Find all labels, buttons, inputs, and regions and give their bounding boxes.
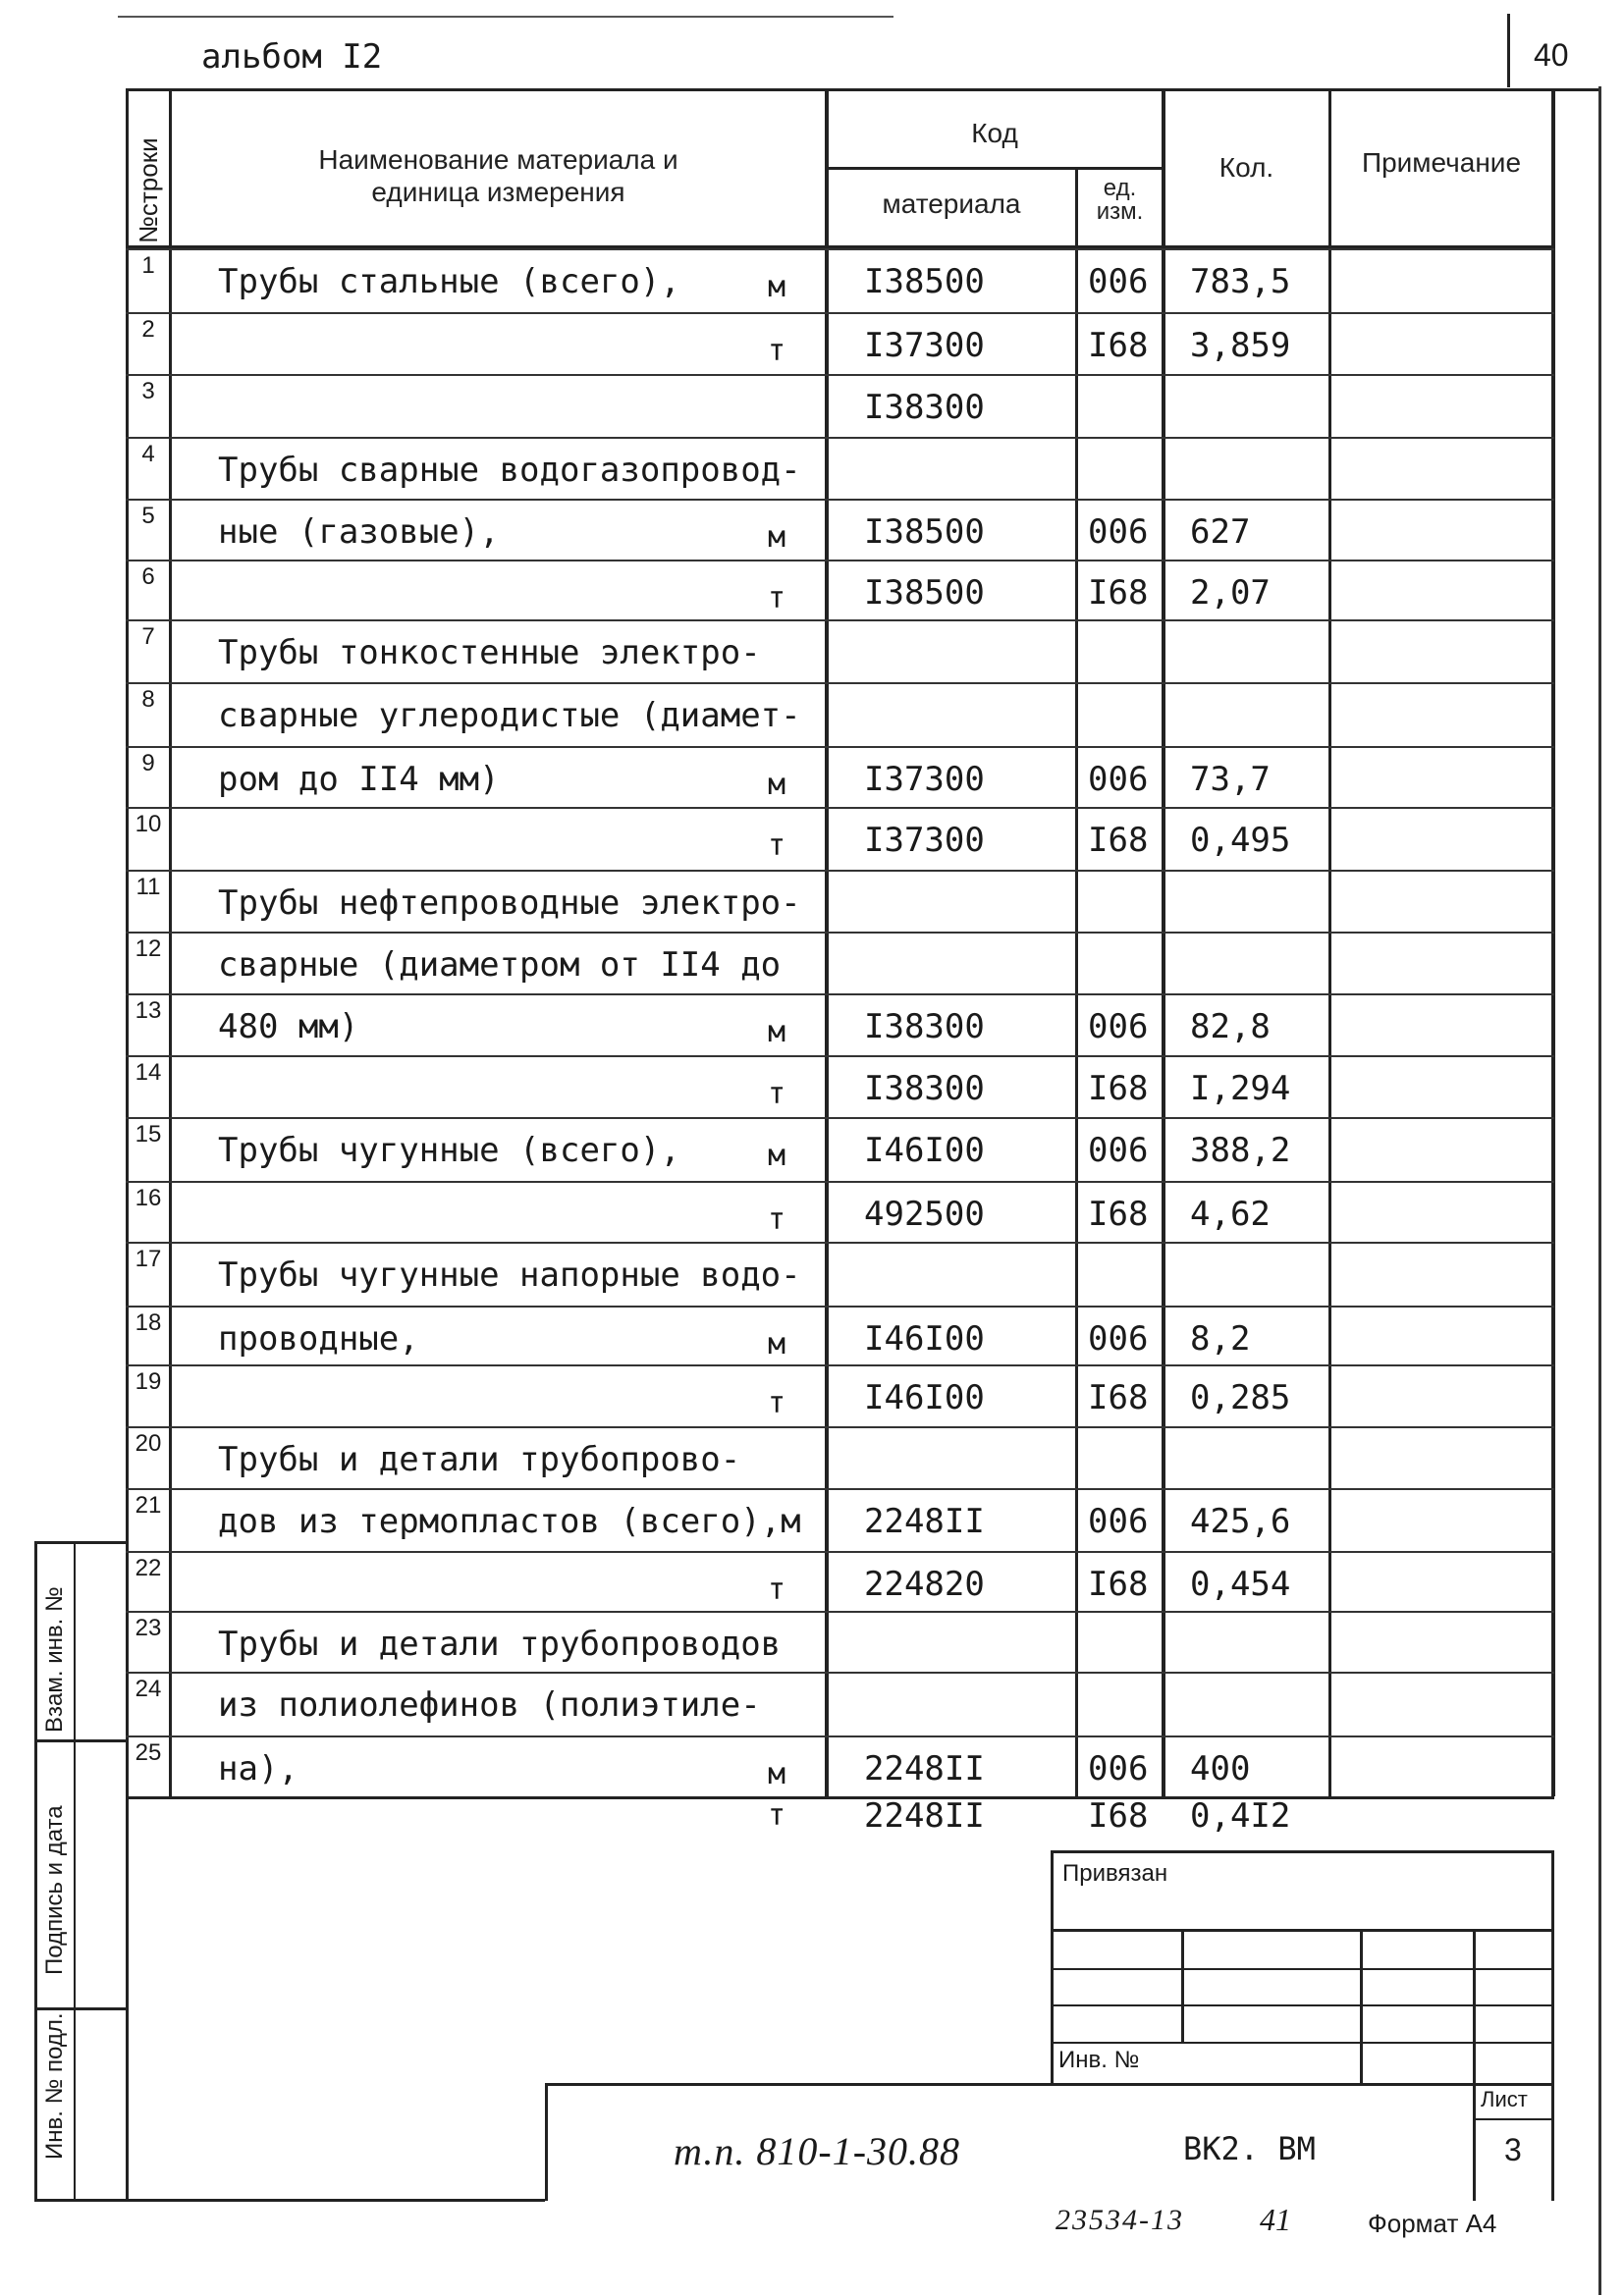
- row-code: I38300: [864, 1007, 985, 1046]
- row-separator: [126, 1242, 1554, 1244]
- top-rule: [118, 16, 893, 18]
- row-unit-code: 006: [1088, 512, 1149, 552]
- privyazan-col-2: [1360, 1929, 1363, 2086]
- row-quantity: 2,07: [1190, 573, 1271, 613]
- row-number: 8: [141, 686, 155, 713]
- row-separator: [126, 1611, 1554, 1613]
- privyazan-row-1: [1051, 1929, 1553, 1932]
- row-name: Трубы чугунные напорные водо-: [218, 1255, 801, 1295]
- col-qty-sep: [1328, 88, 1331, 1796]
- table-top-rule: [126, 88, 1598, 91]
- row-code: I46I00: [864, 1378, 985, 1417]
- row-separator: [126, 1672, 1554, 1674]
- stamp-number: 23534-13: [1056, 2204, 1184, 2236]
- row-code: I38500: [864, 262, 985, 301]
- row-number: 13: [135, 997, 162, 1024]
- row-number: 1: [141, 252, 155, 279]
- row-separator: [126, 619, 1554, 621]
- row-unit-code: I68: [1088, 1195, 1149, 1234]
- row-code: I38500: [864, 512, 985, 552]
- row-unit: т: [768, 1077, 786, 1111]
- format-label: Формат А4: [1368, 2209, 1497, 2238]
- row-separator: [126, 807, 1554, 809]
- row-name: на),: [218, 1749, 298, 1789]
- row-name: из полиолефинов (полиэтиле-: [218, 1685, 761, 1725]
- table-left-border: [126, 88, 129, 2201]
- row-unit: м: [768, 1327, 786, 1362]
- header-row-no: №строки: [134, 137, 163, 243]
- row-name: Трубы стальные (всего),: [218, 262, 680, 301]
- row-unit: м: [768, 1757, 786, 1791]
- row-number: 21: [135, 1492, 162, 1519]
- row-separator: [126, 1488, 1554, 1490]
- header-name-line2: единица измерения: [371, 177, 625, 207]
- row-code: I37300: [864, 760, 985, 799]
- stamp-podpis-label: Подпись и дата: [41, 1805, 68, 1975]
- row-code: I37300: [864, 821, 985, 860]
- row-number: 12: [135, 935, 162, 962]
- row-unit-code: I68: [1088, 1378, 1149, 1417]
- row-quantity: 425,6: [1190, 1502, 1291, 1541]
- row-separator: [126, 560, 1554, 561]
- privyazan-row-4: [1051, 2042, 1553, 2044]
- row-code: 224820: [864, 1565, 985, 1604]
- row-separator: [126, 248, 1554, 250]
- header-unit-line2: изм.: [1096, 198, 1144, 225]
- row-number: 24: [135, 1676, 162, 1702]
- row-code: 2248II: [864, 1749, 985, 1789]
- row-quantity: 627: [1190, 512, 1251, 552]
- row-unit: м: [768, 270, 786, 304]
- row-name: Трубы и детали трубопрово-: [218, 1440, 741, 1479]
- privyazan-col-3: [1473, 1929, 1476, 2086]
- privyazan-label: Привязан: [1062, 1860, 1168, 1887]
- header-qty: Кол.: [1218, 152, 1274, 183]
- row-unit-code: 006: [1088, 1007, 1149, 1046]
- row-quantity: 400: [1190, 1749, 1251, 1789]
- row-separator: [126, 437, 1554, 439]
- title-block-right: [1551, 2083, 1554, 2201]
- doc-mark: ВК2. ВМ: [1183, 2130, 1316, 2167]
- extra-row-code: 2248II: [864, 1796, 985, 1836]
- row-number: 4: [141, 441, 155, 467]
- row-number: 6: [141, 563, 155, 590]
- title-block-left: [545, 2083, 548, 2201]
- row-unit-code: I68: [1088, 326, 1149, 365]
- extra-row-ed: I68: [1088, 1796, 1149, 1836]
- row-number: 17: [135, 1246, 162, 1272]
- row-number: 11: [135, 874, 161, 900]
- row-name: Трубы тонкостенные электро-: [218, 633, 761, 672]
- table-right-border: [1551, 88, 1555, 1796]
- row-quantity: 388,2: [1190, 1131, 1291, 1170]
- row-name: Трубы сварные водогазопровод-: [218, 451, 801, 490]
- row-number: 18: [135, 1309, 162, 1336]
- privyazan-box-top: [1051, 1850, 1553, 1853]
- row-number: 22: [135, 1555, 162, 1581]
- row-quantity: 0,454: [1190, 1565, 1291, 1604]
- row-name: ром до II4 мм): [218, 760, 500, 799]
- stamp-vzam-label: Взам. инв. №: [41, 1586, 68, 1733]
- extra-row-qty: 0,4I2: [1190, 1796, 1291, 1836]
- row-unit: т: [768, 828, 786, 863]
- row-unit-code: 006: [1088, 262, 1149, 301]
- row-quantity: 0,495: [1190, 821, 1291, 860]
- row-unit: т: [768, 1202, 786, 1237]
- row-unit-code: I68: [1088, 821, 1149, 860]
- row-code: I37300: [864, 326, 985, 365]
- row-unit-code: 006: [1088, 1131, 1149, 1170]
- page-number-divider: [1507, 14, 1510, 87]
- row-number: 14: [135, 1059, 162, 1086]
- row-separator: [126, 682, 1554, 684]
- list-value: 3: [1504, 2132, 1522, 2167]
- row-separator: [126, 1117, 1554, 1119]
- row-unit: т: [768, 334, 786, 368]
- row-name: проводные,: [218, 1319, 419, 1359]
- row-name: 480 мм): [218, 1007, 359, 1046]
- row-separator: [126, 1181, 1554, 1183]
- stamp-bottom: [34, 2199, 545, 2202]
- inv-no-label: Инв. №: [1058, 2047, 1140, 2073]
- privyazan-col-1: [1181, 1929, 1184, 2044]
- row-separator: [126, 1735, 1554, 1737]
- row-unit-code: 006: [1088, 760, 1149, 799]
- row-unit: т: [768, 1573, 786, 1607]
- row-name: ные (газовые),: [218, 512, 500, 552]
- row-code: 492500: [864, 1195, 985, 1234]
- row-unit-code: I68: [1088, 1069, 1149, 1108]
- row-unit: т: [768, 1386, 786, 1420]
- row-unit: т: [768, 581, 786, 615]
- row-code: I38300: [864, 1069, 985, 1108]
- list-box-left: [1473, 2083, 1476, 2201]
- header-material: материала: [882, 188, 1021, 219]
- row-name: Трубы нефтепроводные электро-: [218, 883, 801, 923]
- stamp-divider: [74, 1541, 76, 2201]
- row-separator: [126, 1551, 1554, 1553]
- sheet-mark: 41: [1260, 2202, 1291, 2237]
- row-code: I38500: [864, 573, 985, 613]
- row-name: Трубы чугунные (всего),: [218, 1131, 680, 1170]
- stamp-left-edge: [34, 1541, 37, 2201]
- row-number: 10: [135, 811, 162, 837]
- row-unit-code: I68: [1088, 573, 1149, 613]
- page-number: 40: [1534, 37, 1569, 73]
- row-quantity: I,294: [1190, 1069, 1291, 1108]
- row-separator: [126, 1055, 1554, 1057]
- row-number: 16: [135, 1185, 162, 1211]
- row-name: Трубы и детали трубопроводов: [218, 1625, 782, 1664]
- stamp-sep-2: [34, 2007, 128, 2010]
- col-rownum-sep: [169, 88, 172, 1796]
- row-number: 3: [141, 378, 155, 404]
- row-unit: м: [768, 1139, 786, 1173]
- col-name-sep: [825, 88, 829, 1796]
- row-separator: [126, 746, 1554, 748]
- row-quantity: 4,62: [1190, 1195, 1271, 1234]
- row-separator: [126, 1364, 1554, 1366]
- row-unit-code: 006: [1088, 1319, 1149, 1359]
- row-number: 19: [135, 1368, 162, 1395]
- row-number: 5: [141, 503, 155, 529]
- right-outer-edge: [1598, 86, 1601, 2295]
- row-unit-code: 006: [1088, 1502, 1149, 1541]
- row-number: 23: [135, 1615, 162, 1641]
- row-number: 20: [135, 1430, 162, 1457]
- row-separator: [126, 870, 1554, 872]
- row-separator: [126, 1306, 1554, 1308]
- row-separator: [126, 993, 1554, 995]
- album-title: альбом I2: [201, 37, 383, 77]
- extra-row-unit: т: [768, 1798, 786, 1833]
- stamp-top: [34, 1541, 128, 1544]
- row-unit: м: [768, 520, 786, 555]
- header-code-split: [825, 167, 1162, 170]
- privyazan-row-2: [1051, 1968, 1553, 1970]
- row-quantity: 3,859: [1190, 326, 1291, 365]
- title-block-top: [545, 2083, 1553, 2086]
- row-name: сварные углеродистые (диамет-: [218, 696, 801, 735]
- row-quantity: 82,8: [1190, 1007, 1271, 1046]
- row-number: 2: [141, 316, 155, 343]
- row-number: 9: [141, 750, 155, 776]
- privyazan-row-3: [1051, 2004, 1553, 2006]
- row-separator: [126, 499, 1554, 501]
- header-name-line1: Наименование материала и: [318, 144, 678, 175]
- row-quantity: 8,2: [1190, 1319, 1251, 1359]
- row-code: 2248II: [864, 1502, 985, 1541]
- row-code: I46I00: [864, 1319, 985, 1359]
- list-box-sep: [1473, 2118, 1553, 2120]
- stamp-inv-podl-label: Инв. № подл.: [41, 2012, 68, 2160]
- col-ed-sep: [1162, 88, 1165, 1796]
- row-quantity: 783,5: [1190, 262, 1291, 301]
- row-separator: [126, 1426, 1554, 1428]
- row-unit: м: [768, 1015, 786, 1049]
- row-separator: [126, 932, 1554, 934]
- row-number: 25: [135, 1739, 162, 1766]
- row-unit: м: [768, 768, 786, 802]
- row-unit-code: 006: [1088, 1749, 1149, 1789]
- row-separator: [126, 312, 1554, 314]
- row-quantity: 73,7: [1190, 760, 1271, 799]
- row-code: I46I00: [864, 1131, 985, 1170]
- header-unit-line1: ед.: [1103, 175, 1137, 201]
- row-unit-code: I68: [1088, 1565, 1149, 1604]
- row-number: 15: [135, 1121, 162, 1148]
- header-code: Код: [971, 118, 1018, 148]
- row-name: дов из термопластов (всего),м: [218, 1502, 801, 1541]
- row-name: сварные (диаметром от II4 до: [218, 945, 782, 985]
- table-body-bottom: [126, 1796, 1554, 1799]
- row-number: 7: [141, 623, 155, 650]
- header-note: Примечание: [1361, 147, 1522, 178]
- stamp-sep-1: [34, 1739, 128, 1742]
- row-separator: [126, 374, 1554, 376]
- list-label: Лист: [1481, 2087, 1528, 2111]
- row-quantity: 0,285: [1190, 1378, 1291, 1417]
- doc-code: т.п. 810-1-30.88: [674, 2129, 961, 2173]
- row-code: I38300: [864, 388, 985, 427]
